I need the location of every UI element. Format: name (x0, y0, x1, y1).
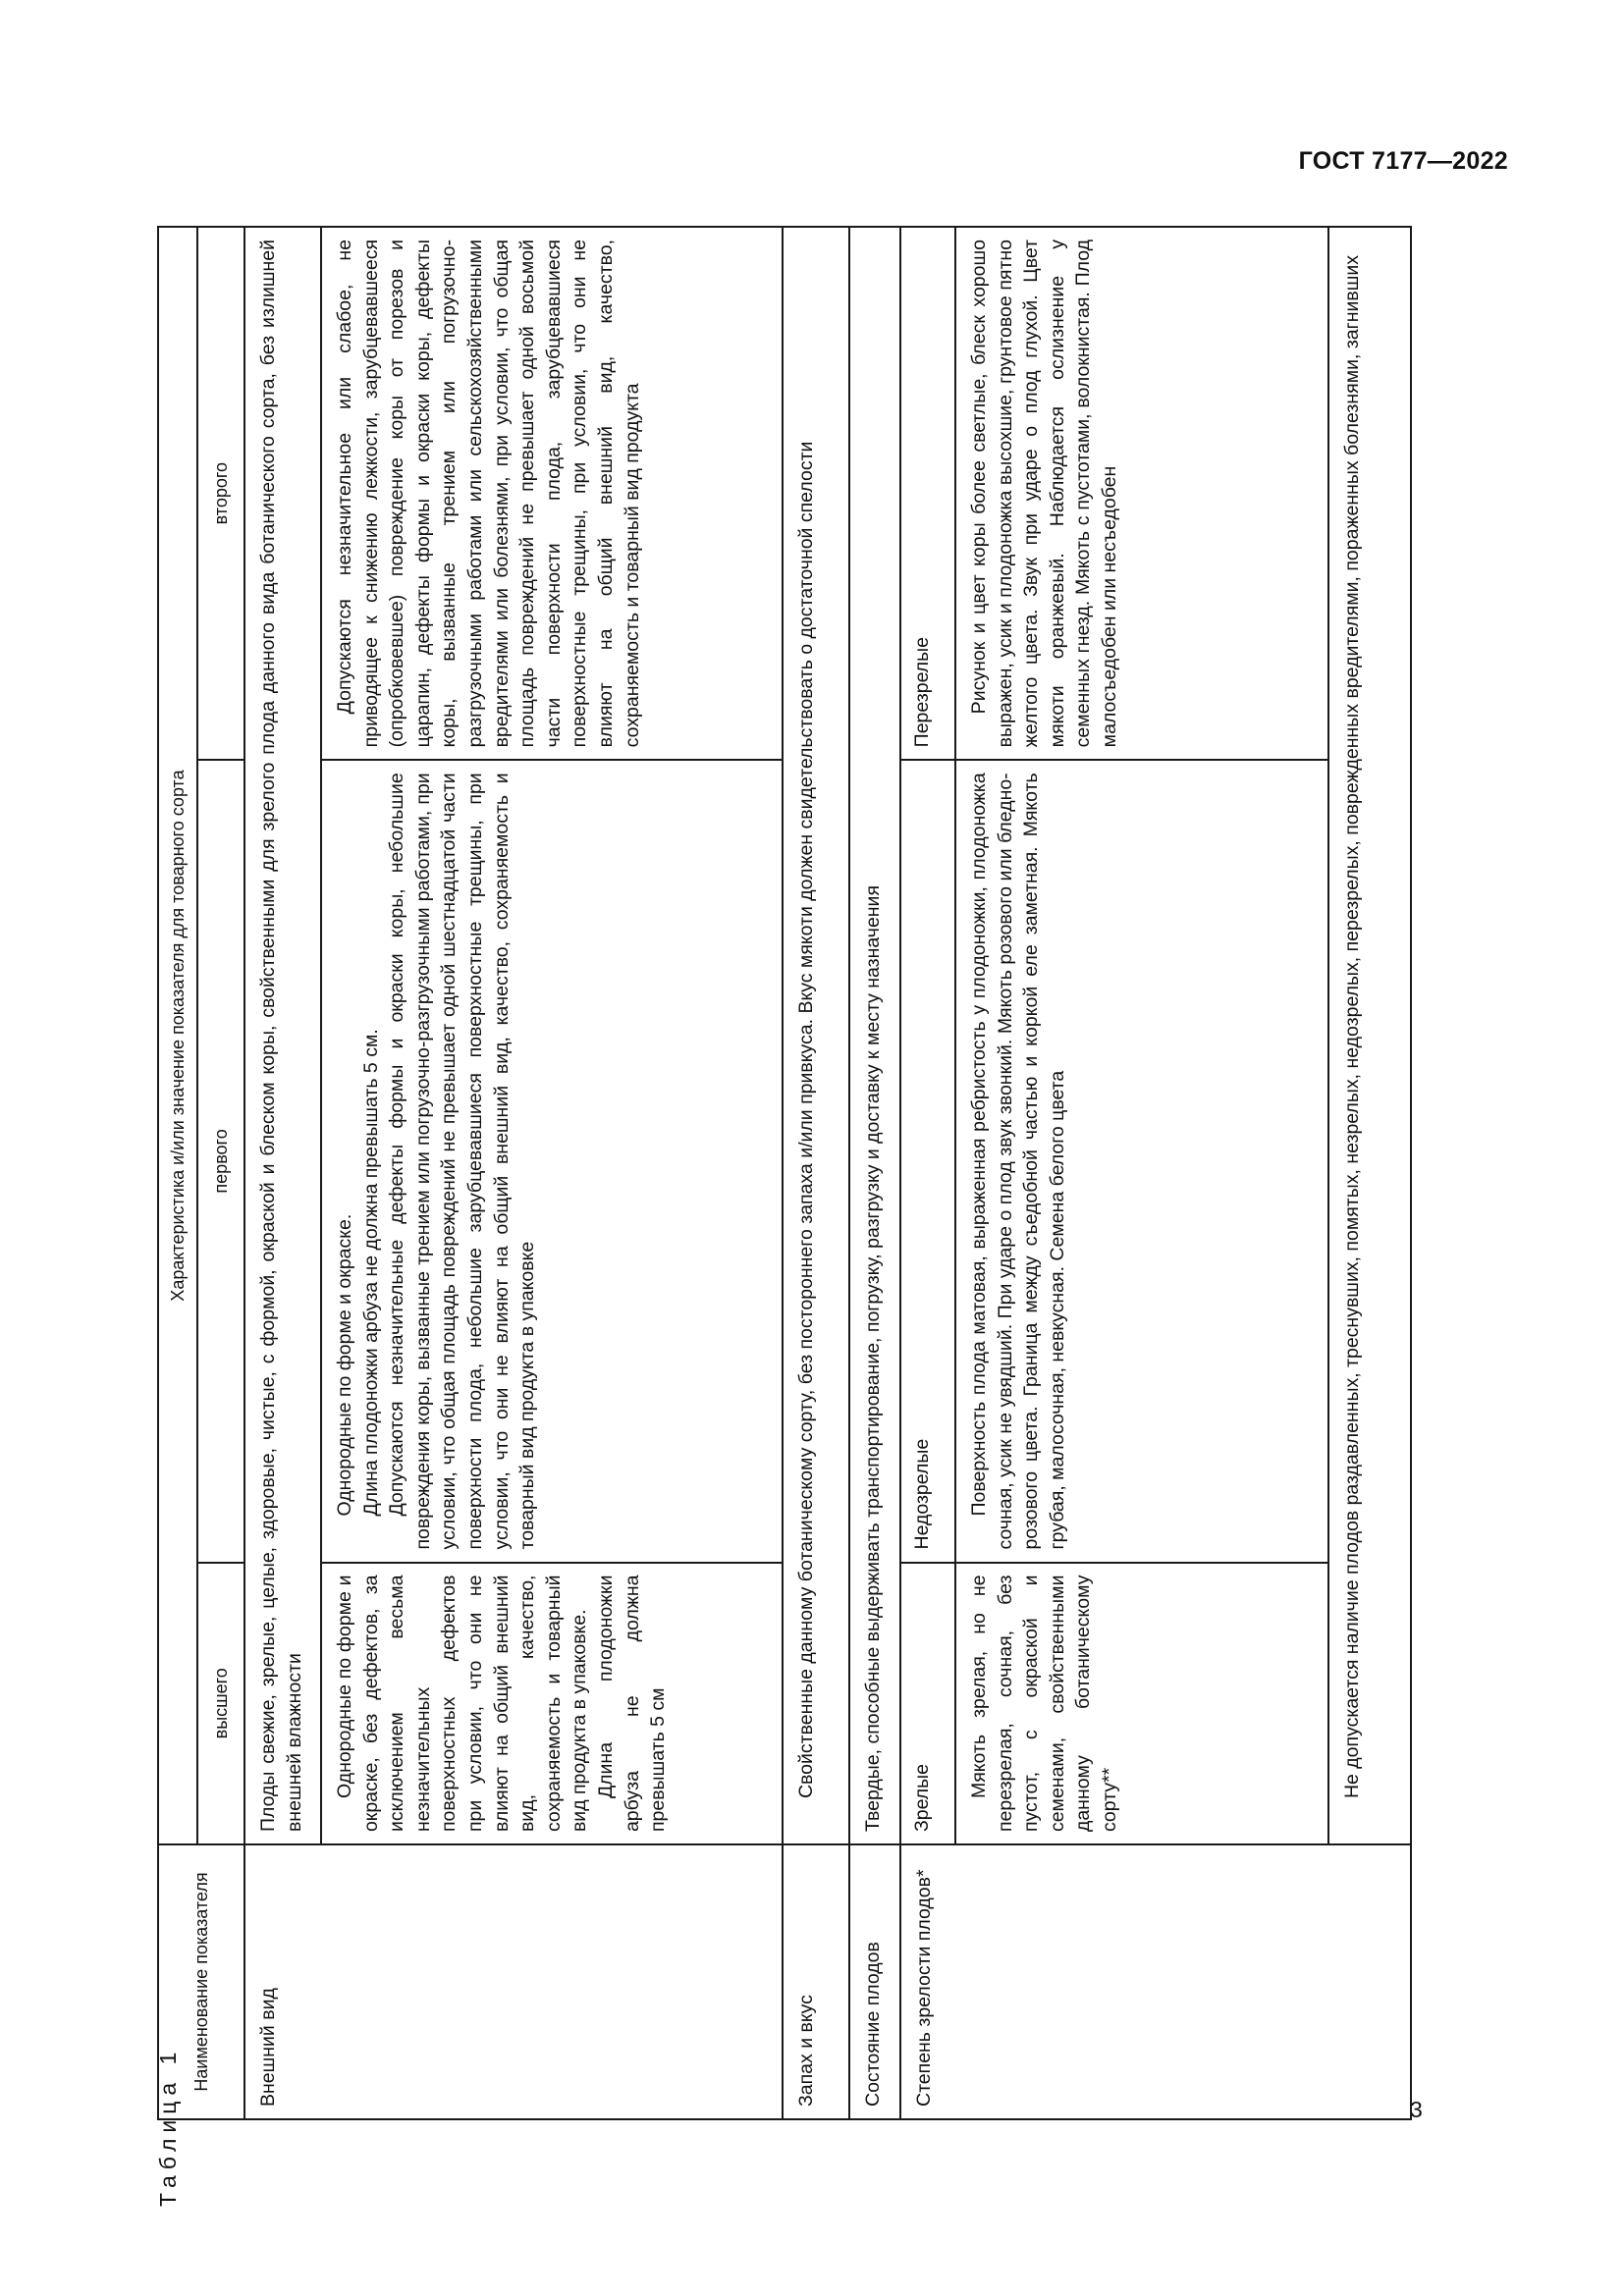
appearance-general: Плоды свежие, зрелые, целые, здоровые, чистые, с формой, окраской и блеском коры, свойственными для зрелого плода данного вида ботанического сорта, без излишней внешней влажности (244, 227, 321, 1844)
row-name-state: Состояние плодов (849, 1844, 900, 2119)
ripeness-desc-overripe-text: Рисунок и цвет коры более светлые, блеск хорошо выражен, усик и плодоножка высохшие, грунтовое пятно желтого цвета. Звук при ударе о плод глухой. Цвет мякоти оранжевый. Наблюдается ослизнение у семенных гнезд. Мякоть с пустотами, волокнистая. Плод малосъедобен или несъедобен (968, 240, 1120, 748)
smell-taste-value (783, 227, 849, 1844)
appearance-highest-stalk: Длина плодоножки арбуза не должна превышать 5 см (594, 1575, 670, 1833)
appearance-highest (321, 1563, 783, 1845)
header-grade-highest: высшего (197, 1563, 244, 1845)
quality-table-rotated (157, 226, 1408, 2120)
ripeness-desc-overripe (955, 227, 1328, 760)
ripeness-desc-ripe-text: Мякоть зрелая, но не перезрелая, сочная, без пустот, с окраской и семенами, свойственными данному ботаническому сорту** (968, 1575, 1120, 1833)
smell-taste-text: Свойственные данному ботаническому сорту, без постороннего запаха и/или привкуса. Вкус мякоти должен свидетельствовать о достаточной спелости (795, 441, 817, 1799)
appearance-highest-text: Однородные по форме и окраске, без дефектов, за исключением весьма незначительных поверхностных дефектов при условии, что они не влияют на общий внешний вид, качество, сохраняемость и товарный вид продукта в упаковке. (334, 1575, 591, 1833)
table-caption: Таблица 1 (155, 2046, 181, 2207)
page-number: 3 (1410, 2097, 1423, 2122)
ripeness-desc-underripe (955, 760, 1328, 1562)
appearance-first (321, 760, 783, 1562)
row-name-smell-taste: Запах и вкус (783, 1844, 849, 2119)
row-name-appearance: Внешний вид (244, 1844, 783, 2119)
appearance-first-stalk: Длина плодоножки арбуза не должна превышать 5 см. (359, 1029, 382, 1517)
appearance-first-uniform: Однородные по форме и окраске. (334, 1213, 355, 1517)
header-grade-first: первого (197, 760, 244, 1562)
ripeness-desc-ripe (955, 1563, 1328, 1845)
ripeness-desc-underripe-text: Поверхность плода матовая, выраженная ребристость у плодоножки, плодоножка сочная, усик не увядший. При ударе о плод звук звонкий. Мякоть розового или бледно-розового цвета. Граница между съедобной частью и коркой еле заметная. Мякоть грубая, малосочная, невкусная. Семена белого цвета (968, 773, 1068, 1550)
appearance-second (321, 227, 783, 760)
appearance-first-defects: Допускаются незначительные дефекты формы и окраски коры, небольшие повреждения коры, вызванные трением или погрузочно-разгрузочными работами, при условии, что общая площадь повреждений не превышает одной шестнадцатой части поверхности плода, небольшие зарубцевавшиеся поверхностные трещины, при условии, что они не влияют на общий внешний вид, качество, сохраняемость и товарный вид продукта в упаковке (386, 773, 539, 1550)
ripeness-category-ripe: Зрелые (900, 1563, 955, 1845)
header-grade-second: второго (197, 227, 244, 760)
header-characteristic: Характеристика и/или значение показателя для товарного сорта (158, 227, 197, 1844)
header-indicator-name: Наименование показателя (158, 1844, 244, 2119)
ripeness-category-overripe: Перезрелые (900, 227, 955, 760)
ripeness-note (1328, 227, 1411, 1844)
state-value: Твердые, способные выдерживать транспортирование, погрузку, разгрузку и доставку к месту назначения (849, 227, 900, 1844)
ripeness-category-underripe: Недозрелые (900, 760, 955, 1562)
row-name-ripeness: Степень зрелости плодов* (900, 1844, 1411, 2119)
document-code: ГОСТ 7177—2022 (1298, 147, 1508, 175)
quality-table (157, 226, 1412, 2120)
ripeness-note-text: Не допускается наличие плодов раздавленных, треснувших, помятых, незрелых, недозрелых, перезрелых, поврежденных вредителями, пораженных болезнями, загнивших (1341, 254, 1363, 1799)
appearance-second-defects: Допускаются незначительное или слабое, не приводящее к снижению лежкости, зарубцевавшееся (опробковевшее) повреждение коры от порезов и царапин, дефекты формы и окраски коры, дефекты коры, вызванные трением или погрузочно-разгрузочными работами или сельскохозяйственными вредителями или болезнями, при условии, что общая площадь повреждений не превышает одной восьмой части поверхности плода, зарубцевавшиеся поверхностные трещины, при условии, что они не влияют на общий внешний вид, качество, сохраняемость и товарный вид продукта (334, 240, 643, 748)
